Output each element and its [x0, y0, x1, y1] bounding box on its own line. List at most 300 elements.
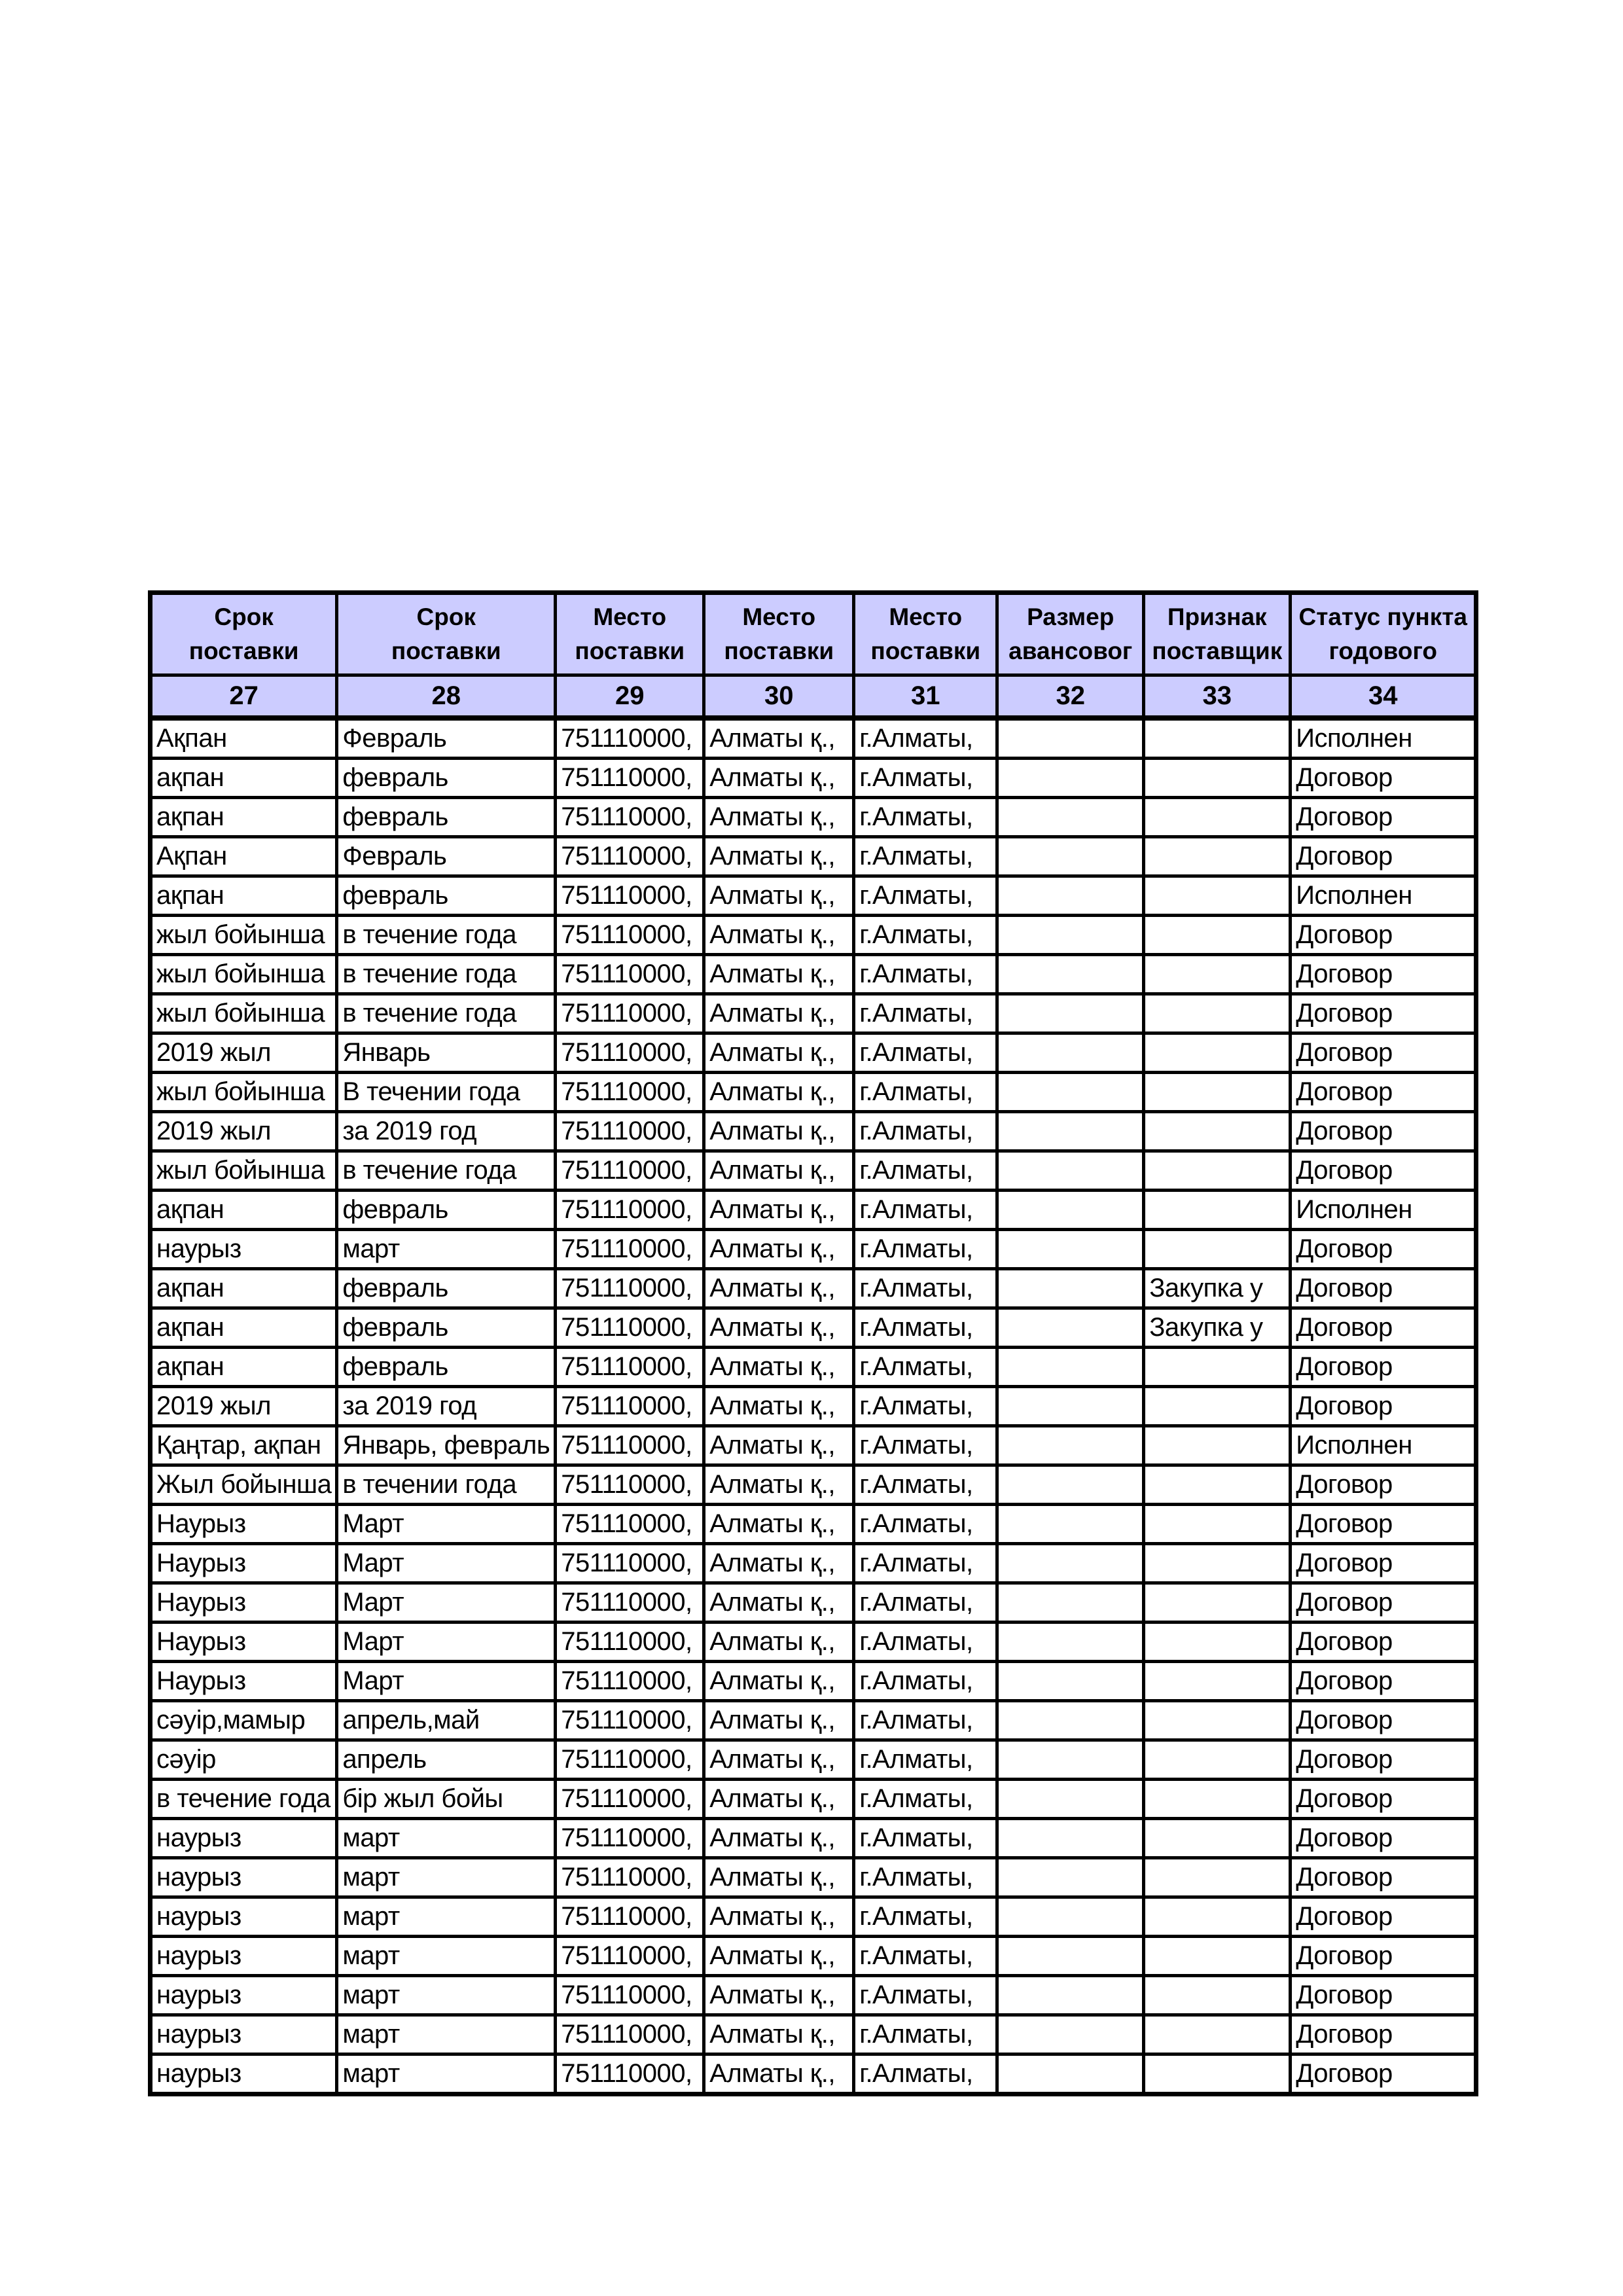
table-cell	[1144, 1937, 1291, 1976]
table-cell: 751110000,	[556, 1780, 704, 1819]
table-cell: 751110000,	[556, 2054, 704, 2094]
table-cell: ақпан	[151, 1308, 337, 1348]
table-cell	[997, 1740, 1144, 1780]
table-cell: ақпан	[151, 798, 337, 837]
table-cell: г.Алматы,	[854, 1937, 997, 1976]
table-cell: г.Алматы,	[854, 1780, 997, 1819]
table-cell: февраль	[337, 1269, 556, 1308]
table-cell: г.Алматы,	[854, 1151, 997, 1191]
table-cell: за 2019 год	[337, 1387, 556, 1426]
table-cell: г.Алматы,	[854, 1544, 997, 1583]
table-cell: г.Алматы,	[854, 1269, 997, 1308]
table-cell: Договор	[1291, 1662, 1476, 1701]
table-cell: Договор	[1291, 1387, 1476, 1426]
table-cell: 2019 жыл	[151, 1112, 337, 1151]
table-cell: Договор	[1291, 1583, 1476, 1623]
table-cell: 751110000,	[556, 1819, 704, 1858]
table-row	[151, 759, 1476, 798]
table-cell: Договор	[1291, 2054, 1476, 2094]
table-cell	[997, 1269, 1144, 1308]
table-cell: 751110000,	[556, 876, 704, 916]
table-cell: г.Алматы,	[854, 1073, 997, 1112]
table-cell: Договор	[1291, 1858, 1476, 1897]
table-cell: Договор	[1291, 1701, 1476, 1740]
table-cell: г.Алматы,	[854, 1819, 997, 1858]
table-cell: Алматы қ.,	[704, 1387, 854, 1426]
table-cell	[997, 1897, 1144, 1937]
table-body	[151, 718, 1476, 2094]
table-cell	[997, 1308, 1144, 1348]
table-cell: Исполнен	[1291, 718, 1476, 759]
table-cell	[1144, 1976, 1291, 2015]
table-cell: февраль	[337, 759, 556, 798]
table-cell: Алматы қ.,	[704, 1583, 854, 1623]
table-cell	[1144, 876, 1291, 916]
table-cell: в течение года	[337, 916, 556, 955]
table-cell: наурыз	[151, 1819, 337, 1858]
table-cell: г.Алматы,	[854, 1701, 997, 1740]
table-cell: Февраль	[337, 718, 556, 759]
table-row	[151, 1191, 1476, 1230]
table-cell: 751110000,	[556, 1033, 704, 1073]
table-cell: март	[337, 2054, 556, 2094]
table-cell	[1144, 1662, 1291, 1701]
table-cell: 751110000,	[556, 1387, 704, 1426]
table-cell	[1144, 955, 1291, 994]
table-cell: февраль	[337, 1348, 556, 1387]
table-cell	[997, 1976, 1144, 2015]
table-cell	[997, 1780, 1144, 1819]
table-cell: февраль	[337, 798, 556, 837]
column-number: 33	[1144, 675, 1291, 719]
table-cell: апрель	[337, 1740, 556, 1780]
table-cell	[997, 1623, 1144, 1662]
table-row	[151, 798, 1476, 837]
table-cell	[1144, 1505, 1291, 1544]
table-cell	[1144, 1112, 1291, 1151]
table-cell: г.Алматы,	[854, 1662, 997, 1701]
table-cell	[997, 955, 1144, 994]
table-cell: наурыз	[151, 2015, 337, 2054]
table-cell	[1144, 1701, 1291, 1740]
table-cell: Алматы қ.,	[704, 1230, 854, 1269]
table-row	[151, 1151, 1476, 1191]
table-cell: 751110000,	[556, 1623, 704, 1662]
table-cell	[997, 994, 1144, 1033]
table-row	[151, 1976, 1476, 2015]
table-cell: март	[337, 1819, 556, 1858]
table-cell: Договор	[1291, 1465, 1476, 1505]
table-cell: Договор	[1291, 916, 1476, 955]
table-cell: г.Алматы,	[854, 1897, 997, 1937]
table-cell	[1144, 1544, 1291, 1583]
column-header-mesto-postavki-30: Место поставки	[704, 593, 854, 675]
table-cell	[1144, 798, 1291, 837]
column-header-mesto-postavki-31: Место поставки	[854, 593, 997, 675]
table-cell: Алматы қ.,	[704, 718, 854, 759]
table-row	[151, 1269, 1476, 1308]
table-cell: наурыз	[151, 2054, 337, 2094]
table-cell: Январь, февраль	[337, 1426, 556, 1465]
table-row	[151, 2015, 1476, 2054]
table-cell: 751110000,	[556, 798, 704, 837]
table-row	[151, 1505, 1476, 1544]
table-cell	[1144, 1897, 1291, 1937]
table-cell: Наурыз	[151, 1662, 337, 1701]
table-cell: Наурыз	[151, 1544, 337, 1583]
table-cell: 751110000,	[556, 759, 704, 798]
table-cell	[997, 718, 1144, 759]
table-cell: март	[337, 1230, 556, 1269]
table-cell: ақпан	[151, 876, 337, 916]
table-row	[151, 1112, 1476, 1151]
table-cell: в течение года	[337, 994, 556, 1033]
table-cell	[997, 1191, 1144, 1230]
header-label-row	[151, 593, 1476, 675]
table-cell: Алматы қ.,	[704, 994, 854, 1033]
table-cell: 751110000,	[556, 1073, 704, 1112]
table-cell: Алматы қ.,	[704, 1426, 854, 1465]
table-cell: март	[337, 1976, 556, 2015]
table-cell: 751110000,	[556, 955, 704, 994]
table-cell: Алматы қ.,	[704, 1780, 854, 1819]
table-cell: в течение года	[337, 1151, 556, 1191]
table-cell: Алматы қ.,	[704, 1191, 854, 1230]
table-row	[151, 1662, 1476, 1701]
table-cell: Алматы қ.,	[704, 1073, 854, 1112]
table-cell: 751110000,	[556, 1976, 704, 2015]
table-cell: наурыз	[151, 1897, 337, 1937]
table-cell: Алматы қ.,	[704, 837, 854, 876]
table-cell: Ақпан	[151, 718, 337, 759]
table-row	[151, 1033, 1476, 1073]
column-number: 29	[556, 675, 704, 719]
table-cell: Алматы қ.,	[704, 1544, 854, 1583]
table-cell: г.Алматы,	[854, 718, 997, 759]
table-cell: 751110000,	[556, 1662, 704, 1701]
column-number: 31	[854, 675, 997, 719]
table-cell	[997, 1073, 1144, 1112]
table-cell	[997, 1583, 1144, 1623]
table-cell: Договор	[1291, 1780, 1476, 1819]
table-cell	[997, 1505, 1144, 1544]
table-cell: г.Алматы,	[854, 1976, 997, 2015]
table-cell: 751110000,	[556, 1426, 704, 1465]
table-cell: В течении года	[337, 1073, 556, 1112]
table-cell: Ақпан	[151, 837, 337, 876]
table-cell: ақпан	[151, 1348, 337, 1387]
table-cell: Алматы қ.,	[704, 1112, 854, 1151]
table-cell: 751110000,	[556, 1308, 704, 1348]
table-row	[151, 1465, 1476, 1505]
table-row	[151, 1073, 1476, 1112]
header-number-row	[151, 675, 1476, 719]
table-cell: Договор	[1291, 1230, 1476, 1269]
table-cell	[1144, 994, 1291, 1033]
table-cell: Алматы қ.,	[704, 876, 854, 916]
table-cell: Договор	[1291, 1151, 1476, 1191]
table-cell: 751110000,	[556, 1505, 704, 1544]
table-cell	[997, 798, 1144, 837]
column-number: 32	[997, 675, 1144, 719]
column-number: 34	[1291, 675, 1476, 719]
table-cell: Договор	[1291, 1937, 1476, 1976]
table-cell: Алматы қ.,	[704, 955, 854, 994]
column-header-srok-postavki-27: Срок поставки	[151, 593, 337, 675]
table-cell: г.Алматы,	[854, 1191, 997, 1230]
table-cell	[997, 1387, 1144, 1426]
table-cell: 751110000,	[556, 2015, 704, 2054]
table-cell: г.Алматы,	[854, 1505, 997, 1544]
table-cell	[1144, 718, 1291, 759]
table-cell: Март	[337, 1623, 556, 1662]
table-cell: бір жыл бойы	[337, 1780, 556, 1819]
table-cell	[997, 1033, 1144, 1073]
table-cell	[997, 759, 1144, 798]
table-cell: Договор	[1291, 1073, 1476, 1112]
table-cell: март	[337, 1897, 556, 1937]
table-cell: Алматы қ.,	[704, 759, 854, 798]
table-row	[151, 1426, 1476, 1465]
table-cell	[1144, 1858, 1291, 1897]
column-header-priznak-postavshika: Признак поставщик	[1144, 593, 1291, 675]
table-cell: в течении года	[337, 1465, 556, 1505]
table-row	[151, 1623, 1476, 1662]
table-cell: Алматы қ.,	[704, 1151, 854, 1191]
table-cell: г.Алматы,	[854, 1112, 997, 1151]
table-cell	[1144, 759, 1291, 798]
table-cell: Наурыз	[151, 1583, 337, 1623]
table-cell: Договор	[1291, 1976, 1476, 2015]
table-row	[151, 837, 1476, 876]
table-cell	[1144, 1033, 1291, 1073]
table-cell: Наурыз	[151, 1623, 337, 1662]
table-cell: Январь	[337, 1033, 556, 1073]
table-row	[151, 955, 1476, 994]
table-cell: 751110000,	[556, 994, 704, 1033]
table-row	[151, 1937, 1476, 1976]
table-cell	[997, 916, 1144, 955]
table-cell: Договор	[1291, 2015, 1476, 2054]
table-cell: апрель,май	[337, 1701, 556, 1740]
table-cell: жыл бойынша	[151, 916, 337, 955]
table-cell: Алматы қ.,	[704, 1740, 854, 1780]
table-cell: г.Алматы,	[854, 1033, 997, 1073]
table-cell	[1144, 1348, 1291, 1387]
table-cell: Договор	[1291, 1269, 1476, 1308]
table-cell: Алматы қ.,	[704, 1976, 854, 2015]
table-cell: Март	[337, 1583, 556, 1623]
table-cell: 751110000,	[556, 1701, 704, 1740]
table-cell: г.Алматы,	[854, 1230, 997, 1269]
table-cell	[997, 1662, 1144, 1701]
table-cell: г.Алматы,	[854, 1348, 997, 1387]
table-cell: 751110000,	[556, 1112, 704, 1151]
table-cell	[997, 1819, 1144, 1858]
table-cell	[997, 1544, 1144, 1583]
table-row	[151, 2054, 1476, 2094]
table-cell: Договор	[1291, 1897, 1476, 1937]
table-cell: сәуір	[151, 1740, 337, 1780]
table-cell: Алматы қ.,	[704, 1858, 854, 1897]
table-cell: 751110000,	[556, 718, 704, 759]
table-cell: Алматы қ.,	[704, 1505, 854, 1544]
table-cell	[997, 1858, 1144, 1897]
table-row	[151, 1858, 1476, 1897]
table-cell: Закупка у	[1144, 1308, 1291, 1348]
table-cell	[1144, 1151, 1291, 1191]
table-row	[151, 1780, 1476, 1819]
table-cell: 751110000,	[556, 1897, 704, 1937]
table-row	[151, 718, 1476, 759]
table-row	[151, 1387, 1476, 1426]
table-cell: 751110000,	[556, 1230, 704, 1269]
table-cell: 751110000,	[556, 1740, 704, 1780]
table-cell: ақпан	[151, 1191, 337, 1230]
table-cell	[997, 1465, 1144, 1505]
table-row	[151, 1230, 1476, 1269]
table-cell	[1144, 2015, 1291, 2054]
column-number: 28	[337, 675, 556, 719]
table-cell: 2019 жыл	[151, 1033, 337, 1073]
table-cell: Алматы қ.,	[704, 1308, 854, 1348]
table-cell: сәуір,мамыр	[151, 1701, 337, 1740]
table-row	[151, 1544, 1476, 1583]
table-cell	[1144, 1780, 1291, 1819]
table-cell: ақпан	[151, 1269, 337, 1308]
table-cell: Алматы қ.,	[704, 1701, 854, 1740]
table-cell: жыл бойынша	[151, 1073, 337, 1112]
table-cell: Договор	[1291, 1505, 1476, 1544]
table-row	[151, 1701, 1476, 1740]
table-cell: Договор	[1291, 955, 1476, 994]
table-cell: Договор	[1291, 994, 1476, 1033]
table-cell: Закупка у	[1144, 1269, 1291, 1308]
table-cell: Договор	[1291, 1623, 1476, 1662]
table-cell: Алматы қ.,	[704, 1819, 854, 1858]
table-cell: 2019 жыл	[151, 1387, 337, 1426]
table-cell: в течение года	[337, 955, 556, 994]
table-cell: Қаңтар, ақпан	[151, 1426, 337, 1465]
table-cell: г.Алматы,	[854, 916, 997, 955]
table-cell	[997, 1230, 1144, 1269]
column-header-srok-postavki-28: Срок поставки	[337, 593, 556, 675]
table-cell: февраль	[337, 1191, 556, 1230]
table-cell: Исполнен	[1291, 876, 1476, 916]
table-cell: Договор	[1291, 798, 1476, 837]
table-header	[151, 593, 1476, 719]
table-cell: 751110000,	[556, 916, 704, 955]
table-cell: Алматы қ.,	[704, 1937, 854, 1976]
table-cell: жыл бойынша	[151, 994, 337, 1033]
table-cell: февраль	[337, 1308, 556, 1348]
column-number: 27	[151, 675, 337, 719]
column-header-razmer-avansovogo: Размер авансовог	[997, 593, 1144, 675]
table-cell: наурыз	[151, 1976, 337, 2015]
table-cell	[997, 2015, 1144, 2054]
table-cell: г.Алматы,	[854, 759, 997, 798]
table-cell: за 2019 год	[337, 1112, 556, 1151]
table-row	[151, 1308, 1476, 1348]
table-cell: 751110000,	[556, 1269, 704, 1308]
table-cell: Договор	[1291, 1740, 1476, 1780]
table-cell: 751110000,	[556, 1191, 704, 1230]
table-cell: Алматы қ.,	[704, 1348, 854, 1387]
table-cell: наурыз	[151, 1858, 337, 1897]
table-cell: наурыз	[151, 1937, 337, 1976]
table-cell	[997, 837, 1144, 876]
table-cell: Алматы қ.,	[704, 1897, 854, 1937]
table-cell: 751110000,	[556, 1465, 704, 1505]
table-cell: 751110000,	[556, 1937, 704, 1976]
table-cell: г.Алматы,	[854, 1740, 997, 1780]
table-cell: Алматы қ.,	[704, 916, 854, 955]
table-cell: Договор	[1291, 1112, 1476, 1151]
table-cell	[1144, 916, 1291, 955]
table-cell	[1144, 1387, 1291, 1426]
table-cell: Март	[337, 1544, 556, 1583]
table-cell	[997, 1701, 1144, 1740]
table-cell	[997, 1151, 1144, 1191]
table-cell: март	[337, 1858, 556, 1897]
table-cell	[1144, 1191, 1291, 1230]
table-cell: г.Алматы,	[854, 2015, 997, 2054]
table-cell	[1144, 1740, 1291, 1780]
table-cell	[1144, 837, 1291, 876]
table-cell: 751110000,	[556, 837, 704, 876]
table-cell: 751110000,	[556, 1583, 704, 1623]
table-cell: Алматы қ.,	[704, 2015, 854, 2054]
table-cell: Февраль	[337, 837, 556, 876]
table-cell: февраль	[337, 876, 556, 916]
table-cell: г.Алматы,	[854, 1583, 997, 1623]
table-cell: г.Алматы,	[854, 1387, 997, 1426]
table-cell	[997, 1348, 1144, 1387]
table-cell: март	[337, 1937, 556, 1976]
table-cell	[1144, 1230, 1291, 1269]
table-cell: г.Алматы,	[854, 1623, 997, 1662]
table-cell	[1144, 1583, 1291, 1623]
table-cell: г.Алматы,	[854, 2054, 997, 2094]
table-cell	[1144, 1623, 1291, 1662]
table-cell: Договор	[1291, 837, 1476, 876]
table-cell: Исполнен	[1291, 1191, 1476, 1230]
table-cell: Договор	[1291, 1819, 1476, 1858]
table-cell: г.Алматы,	[854, 1465, 997, 1505]
column-header-status-punkta: Статус пункта годового	[1291, 593, 1476, 675]
supply-schedule-table	[148, 590, 1478, 2096]
table-cell	[997, 1112, 1144, 1151]
table-cell: г.Алматы,	[854, 1426, 997, 1465]
table-cell: г.Алматы,	[854, 876, 997, 916]
table-row	[151, 916, 1476, 955]
table-cell: Договор	[1291, 1544, 1476, 1583]
table-cell: г.Алматы,	[854, 955, 997, 994]
table-cell	[997, 1426, 1144, 1465]
table-row	[151, 1819, 1476, 1858]
table-cell: г.Алматы,	[854, 994, 997, 1033]
table-cell: Март	[337, 1505, 556, 1544]
table-cell: г.Алматы,	[854, 798, 997, 837]
table-row	[151, 1897, 1476, 1937]
table-cell: 751110000,	[556, 1348, 704, 1387]
table-cell	[1144, 2054, 1291, 2094]
table-cell: Март	[337, 1662, 556, 1701]
table-cell	[1144, 1465, 1291, 1505]
table-cell: Договор	[1291, 759, 1476, 798]
table-row	[151, 876, 1476, 916]
table-cell: Алматы қ.,	[704, 1662, 854, 1701]
